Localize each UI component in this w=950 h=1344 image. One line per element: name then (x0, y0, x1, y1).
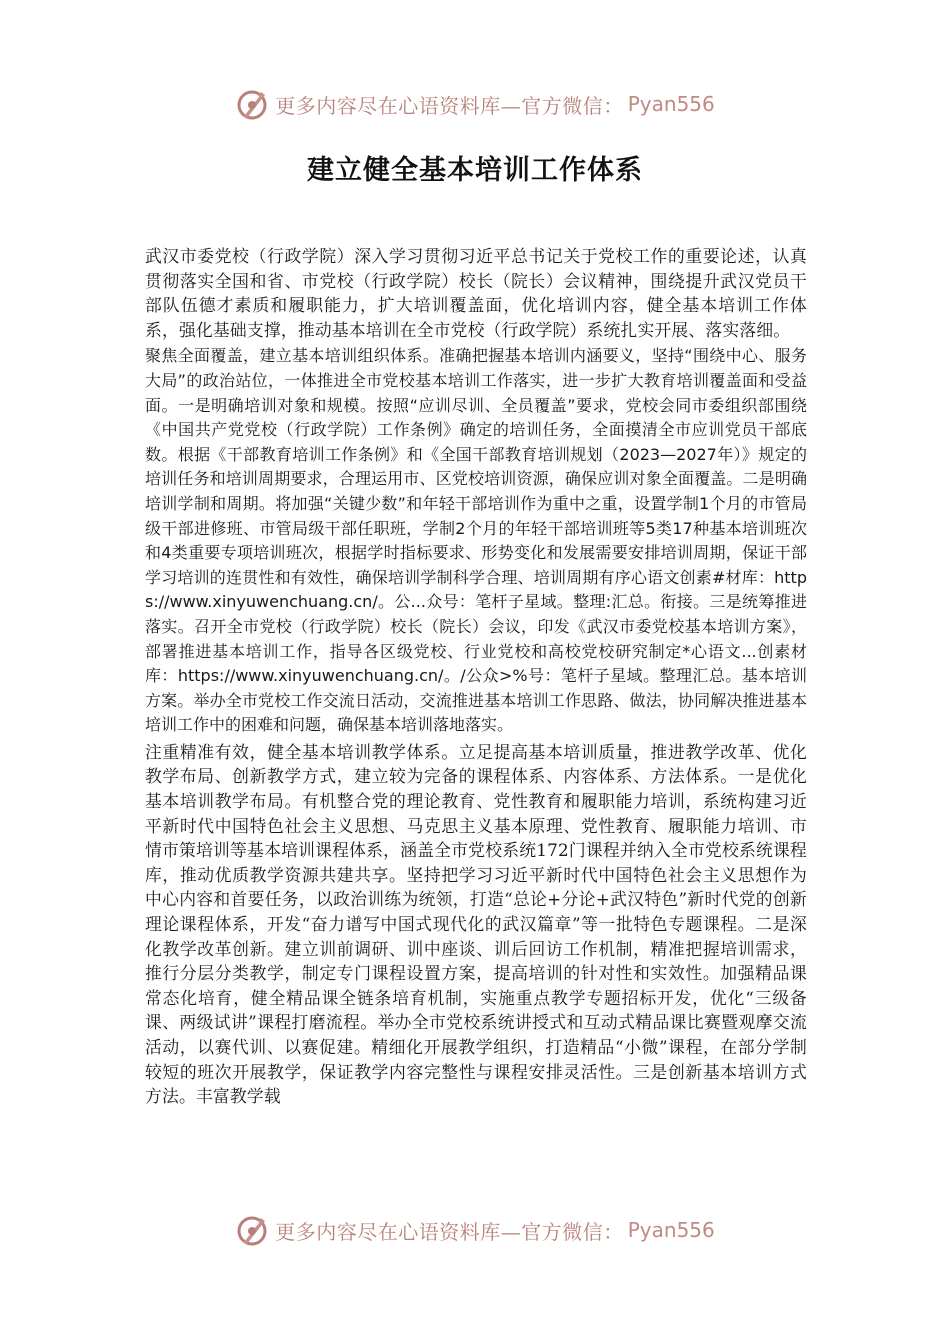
document-title: 建立健全基本培训工作体系 (307, 155, 643, 186)
banner-text: 更多内容尽在心语资料库—官方微信： (275, 1219, 624, 1244)
quill-pen-logo-icon (235, 1212, 271, 1248)
header-banner (0, 84, 950, 124)
banner-wechat-id: Pyan556 (627, 92, 715, 116)
paragraph-teaching-system: 注重精准有效，健全基本培训教学体系。立足提高基本培训质量，推进教学改革、优化教学布局、创新教学方式，建立较为完备的课程体系、内容体系、方法体系。一是优化基本培训教学布局。有机整合党的理论教育、党性教育和履职能力培训，系统构建习近平新时代中国特色社会主义思想、马克思主义基本原理、党性教育、履职能力培训、市情市策培训等基本培训课程体系，涵盖全市党校系统172门课程并纳入全市党校系统课程库，推动优质教学资源共建共享。坚持把学习习近平新时代中国特色社会主义思想作为中心内容和首要任务，以政治训练为统领，打造“总论+分论+武汉特色”新时代党的创新理论课程体系，开发“奋力谱写中国式现代化的武汉篇章”等一批特色专题课程。二是深化教学改革创新。建立训前调研、训中座谈、训后回访工作机制，精准把握培训需求，推行分层分类教学，制定专门课程设置方案，提高培训的针对性和实效性。加强精品课常态化培育，健全精品课全链条培育机制，实施重点教学专题招标开发，优化“三级备课、两级试讲”课程打磨流程。举办全市党校系统讲授式和互动式精品课比赛暨观摩交流活动，以赛代训、以赛促建。精细化开展教学组织，打造精品“小微”课程，在部分学制较短的班次开展教学，保证教学内容完整性与课程安排灵活性。三是创新基本培训方式方法。丰富教学载 (145, 741, 807, 1107)
paragraph-organization-system: 聚焦全面覆盖，建立基本培训组织体系。准确把握基本培训内涵要义，坚持“围绕中心、服务大局”的政治站位，一体推进全市党校基本培训工作落实，进一步扩大教育培训覆盖面和受益面。一是明确培训对象和规模。按照“应训尽训、全员覆盖”要求，党校会同市委组织部围绕《中国共产党党校（行政学院）工作条例》确定的培训任务，全面摸清全市应训党员干部底数。根据《干部教育培训工作条例》和《全国干部教育培训规划（2023—2027年）》规定的培训任务和培训周期要求，合理运用市、区党校培训资源，确保应训对象全面覆盖。二是明确培训学制和周期。将加强“关键少数”和年轻干部培训作为重中之重，设置学制1个月的市管局级干部进修班、市管局级干部任职班，学制2个月的年轻干部培训班等5类17种基本培训班次和4类重要专项培训班次，根据学时指标要求、形势变化和发展需要安排培训周期，保证干部学习培训的连贯性和有效性，确保培训学制科学合理、培训周期有序心语文创素#材库：https://www.xinyuwenchuang.cn/。公...众号：笔杆子星域。整理:汇总。衔接。三是统筹推进落实。召开全市党校（行政学院）校长（院长）会议，印发《武汉市委党校基本培训方案》，部署推进基本培训工作，指导各区级党校、行业党校和高校党校研究制定*心语文...创素材库：https://www.xinyuwenchuang.cn/。/公众>%号：笔杆子星域。整理汇总。基本培训方案。举办全市党校工作交流日活动，交流推进基本培训工作思路、做法，协同解决推进基本培训工作中的困难和问题，确保基本培训落地落实。 (145, 346, 807, 735)
banner-text: 更多内容尽在心语资料库—官方微信： (275, 93, 624, 118)
footer-banner (0, 1210, 950, 1250)
banner-wechat-id: Pyan556 (627, 1218, 715, 1242)
document-body (145, 244, 807, 1109)
paragraph-intro: 武汉市委党校（行政学院）深入学习贯彻习近平总书记关于党校工作的重要论述，认真贯彻落实全国和省、市党校（行政学院）校长（院长）会议精神，围绕提升武汉党员干部队伍德才素质和履职能力，扩大培训覆盖面，优化培训内容，健全基本培训工作体系，强化基础支撑，推动基本培训在全市党校（行政学院）系统扎实开展、落实落细。 (145, 246, 807, 340)
quill-pen-logo-icon (235, 86, 271, 122)
